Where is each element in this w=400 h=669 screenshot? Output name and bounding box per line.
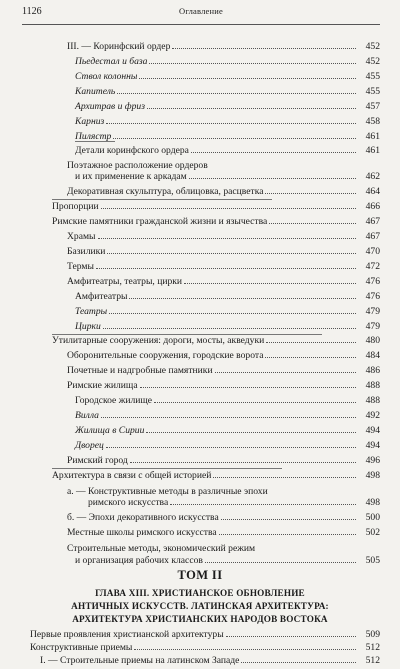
- toc-entry[interactable]: [88, 497, 380, 509]
- leader-dots: [215, 372, 356, 373]
- toc-entry-page: 498: [365, 497, 380, 508]
- leader-dots: [139, 78, 356, 79]
- toc-entry[interactable]: [75, 86, 380, 98]
- toc-entry-page: 505: [365, 555, 380, 566]
- toc-entry[interactable]: [75, 440, 380, 452]
- toc-entry-label: Карниз: [75, 116, 105, 127]
- toc-entry-label: III. — Коринфский ордер: [67, 41, 171, 52]
- toc-entry-label: Утилитарные сооружения: дороги, мосты, акведуки: [52, 335, 265, 346]
- toc-entry-page: 466: [365, 201, 380, 212]
- leader-dots: [189, 178, 356, 179]
- toc-entry-page: 496: [365, 455, 380, 466]
- toc-entry-label: Архитрав и фриз: [75, 101, 145, 112]
- toc-entry-page: 452: [365, 41, 380, 52]
- leader-dots: [205, 562, 356, 563]
- toc-entry-label: Амфитеатры: [75, 291, 128, 302]
- separator: [75, 141, 115, 142]
- toc-entry-label: Римские жилища: [67, 380, 138, 391]
- separator: [52, 199, 272, 200]
- toc-entry-page: 480: [365, 335, 380, 346]
- toc-entry-label: Храмы: [67, 231, 96, 242]
- toc-entry[interactable]: [67, 246, 380, 258]
- leader-dots: [134, 649, 356, 650]
- toc-entry[interactable]: [52, 335, 380, 347]
- toc-entry-page: 455: [365, 71, 380, 82]
- toc-entry[interactable]: [40, 655, 380, 667]
- toc-entry-label: Римский город: [67, 455, 128, 466]
- toc-entry[interactable]: [75, 101, 380, 113]
- leader-dots: [172, 48, 356, 49]
- leader-dots: [147, 108, 356, 109]
- leader-dots: [149, 63, 356, 64]
- toc-entry-label: и их применение к аркадам: [75, 171, 187, 182]
- toc-entry-label: Архитектура в связи с общей историей: [52, 470, 212, 481]
- separator: [52, 468, 282, 469]
- toc-entry-label: Пьедестал и база: [75, 56, 148, 67]
- toc-entry[interactable]: [67, 527, 380, 539]
- toc-entry-label: Ствол колонны: [75, 71, 138, 82]
- toc-entry-label: а. — Конструктивные методы в различные эпохи: [67, 486, 268, 497]
- toc-entry-page: 512: [365, 655, 380, 666]
- toc-entry[interactable]: [75, 306, 380, 318]
- toc-entry-label: Пропорции: [52, 201, 99, 212]
- volume-title: ТОМ II: [177, 568, 223, 582]
- leader-dots: [213, 477, 356, 478]
- toc-entry[interactable]: [52, 216, 380, 228]
- chapter-title-line: АРХИТЕКТУРА ХРИСТИАНСКИХ НАРОДОВ ВОСТОКА: [72, 614, 328, 624]
- leader-dots: [241, 662, 356, 663]
- toc-entry-page: 458: [365, 116, 380, 127]
- leader-dots: [113, 138, 356, 139]
- toc-entry-page: 455: [365, 86, 380, 97]
- toc-entry-label: Цирки: [75, 321, 101, 332]
- toc-entry[interactable]: [67, 276, 380, 288]
- leader-dots: [101, 417, 356, 418]
- leader-dots: [219, 534, 356, 535]
- toc-entry-label: Амфитеатры, театры, цирки: [67, 276, 183, 287]
- toc-entry-label: римского искусства: [88, 497, 169, 508]
- leader-dots: [140, 387, 356, 388]
- toc-entry-label: Римские памятники гражданской жизни и язычества: [52, 216, 268, 227]
- toc-entry-page: 476: [365, 291, 380, 302]
- toc-entry-page: 472: [365, 261, 380, 272]
- leader-dots: [98, 238, 356, 239]
- toc-entry-label: Городское жилище: [75, 395, 153, 406]
- toc-entry[interactable]: [67, 365, 380, 377]
- toc-entry[interactable]: [67, 231, 380, 243]
- toc-entry-label: Пилястр: [75, 131, 112, 142]
- toc-entry-label: Декоративная скульптура, облицовка, расцветка: [67, 186, 264, 197]
- toc-entry-label: Детали коринфского ордера: [75, 145, 189, 156]
- toc-entry-page: 457: [365, 101, 380, 112]
- toc-entry-page: 476: [365, 276, 380, 287]
- toc-entry[interactable]: [75, 410, 380, 422]
- toc-entry-page: 461: [365, 131, 380, 142]
- toc-entry[interactable]: [30, 642, 380, 654]
- toc-entry-page: 467: [365, 231, 380, 242]
- toc-entry[interactable]: [67, 186, 380, 198]
- toc-entry[interactable]: [75, 131, 380, 143]
- toc-entry-page: 509: [365, 629, 380, 640]
- leader-dots: [226, 636, 356, 637]
- running-title: Оглавление: [179, 6, 223, 16]
- toc-entry-page: 502: [365, 527, 380, 538]
- toc-entry-page: 452: [365, 56, 380, 67]
- toc-entry-label: Дворец: [75, 440, 104, 451]
- toc-entry[interactable]: [67, 512, 380, 524]
- toc-entry[interactable]: [75, 291, 380, 303]
- toc-entry-page: 500: [365, 512, 380, 523]
- toc-entry-label: Почетные и надгробные памятники: [67, 365, 213, 376]
- chapter-title-line: ГЛАВА XIII. ХРИСТИАНСКОЕ ОБНОВЛЕНИЕ: [95, 588, 305, 598]
- toc-entry-label: Вилла: [75, 410, 99, 421]
- toc-entry-label: Термы: [67, 261, 94, 272]
- leader-dots: [107, 253, 356, 254]
- toc-entry-label: Конструктивные приемы: [30, 642, 133, 653]
- toc-entry-page: 461: [365, 145, 380, 156]
- toc-entry-page: 488: [365, 380, 380, 391]
- leader-dots: [221, 519, 356, 520]
- leader-dots: [269, 223, 356, 224]
- toc-entry-label: Поэтажное расположение ордеров: [67, 160, 208, 171]
- toc-entry-page: 479: [365, 306, 380, 317]
- chapter-title-line: АНТИЧНЫХ ИСКУССТВ. ЛАТИНСКАЯ АРХИТЕКТУРА:: [71, 601, 329, 611]
- toc-entry-page: 464: [365, 186, 380, 197]
- toc-entry-page: 484: [365, 350, 380, 361]
- leader-dots: [154, 402, 356, 403]
- toc-entry[interactable]: [67, 41, 380, 53]
- leader-dots: [191, 152, 356, 153]
- leader-dots: [184, 283, 356, 284]
- leader-dots: [103, 328, 356, 329]
- toc-entry[interactable]: [67, 261, 380, 273]
- toc-entry-label: Капитель: [75, 86, 116, 97]
- toc-entry-label: Оборонительные сооружения, городские ворота: [67, 350, 264, 361]
- toc-entry[interactable]: [75, 56, 380, 68]
- toc-entry-page: 467: [365, 216, 380, 227]
- leader-dots: [101, 208, 356, 209]
- leader-dots: [129, 298, 356, 299]
- toc-entry-page: 498: [365, 470, 380, 481]
- toc-entry[interactable]: [75, 116, 380, 128]
- toc-entry-label: Строительные методы, экономический режим: [67, 543, 256, 554]
- toc-entry-label: Первые проявления христианской архитектуры: [30, 629, 224, 640]
- leader-dots: [109, 313, 356, 314]
- toc-entry-label: Базилики: [67, 246, 106, 257]
- leader-dots: [170, 504, 356, 505]
- toc-entry[interactable]: [30, 629, 380, 641]
- toc-entry-page: 492: [365, 410, 380, 421]
- toc-entry-label: и организация рабочих классов: [75, 555, 203, 566]
- toc-entry-page: 494: [365, 425, 380, 436]
- leader-dots: [266, 342, 356, 343]
- leader-dots: [265, 357, 356, 358]
- toc-entry[interactable]: [75, 395, 380, 407]
- toc-entry-label: Местные школы римского искусства: [67, 527, 217, 538]
- leader-dots: [96, 268, 356, 269]
- leader-dots: [130, 462, 356, 463]
- toc-entry[interactable]: [67, 380, 380, 392]
- leader-dots: [106, 123, 356, 124]
- toc-entry-label: б. — Эпохи декоративного искусства: [67, 512, 219, 523]
- leader-dots: [117, 93, 356, 94]
- toc-entry[interactable]: [75, 71, 380, 83]
- toc-entry[interactable]: [75, 171, 380, 183]
- page-number: 1126: [22, 6, 42, 17]
- toc-entry[interactable]: [75, 555, 380, 567]
- leader-dots: [265, 193, 356, 194]
- toc-entry[interactable]: [75, 425, 380, 437]
- toc-entry-page: 486: [365, 365, 380, 376]
- toc-entry[interactable]: [75, 321, 380, 333]
- toc-entry-label: Театры: [75, 306, 108, 317]
- toc-entry-page: 494: [365, 440, 380, 451]
- toc-entry-page: 488: [365, 395, 380, 406]
- toc-entry-label: I. — Строительные приемы на латинском Западе: [40, 655, 240, 666]
- toc-entry[interactable]: [75, 145, 380, 157]
- toc-entry[interactable]: [67, 455, 380, 467]
- toc-entry[interactable]: [67, 350, 380, 362]
- leader-dots: [106, 447, 356, 448]
- toc-entry-label: Жилища в Сирии: [75, 425, 145, 436]
- toc-entry[interactable]: [52, 201, 380, 213]
- toc-entry[interactable]: [52, 470, 380, 482]
- toc-entry-page: 479: [365, 321, 380, 332]
- toc-entry-page: 462: [365, 171, 380, 182]
- leader-dots: [146, 432, 356, 433]
- toc-entry-page: 512: [365, 642, 380, 653]
- toc-entry-page: 470: [365, 246, 380, 257]
